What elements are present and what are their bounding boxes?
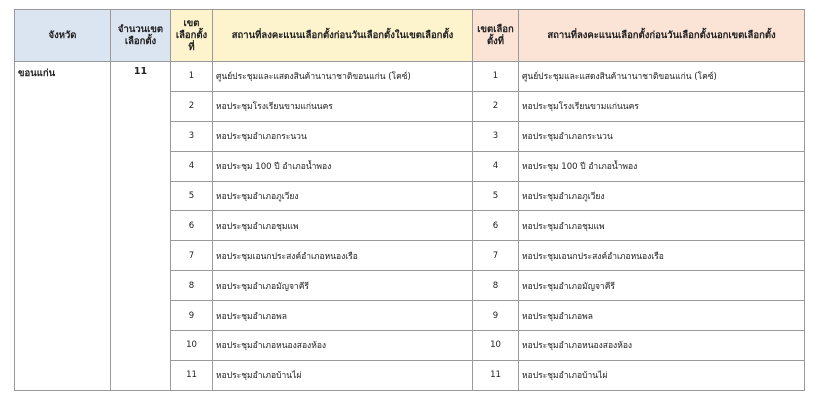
place-outside-cell: หอประชุมอำเภอกระนวน: [519, 121, 805, 151]
place-inside-cell: หอประชุมอำเภอภูเวียง: [213, 181, 473, 211]
polling-places-table: [14, 9, 805, 391]
district-no-outside-cell: 9: [473, 301, 519, 331]
place-outside-cell: หอประชุม 100 ปี อำเภอน้ำพอง: [519, 151, 805, 181]
district-no-outside-cell: 11: [473, 360, 519, 390]
district-no-inside-cell: 1: [171, 62, 213, 92]
district-no-inside-cell: 10: [171, 331, 213, 361]
place-outside-cell: หอประชุมอำเภอพล: [519, 301, 805, 331]
district-no-inside-cell: 7: [171, 241, 213, 271]
district-no-inside-cell: 8: [171, 271, 213, 301]
place-inside-cell: หอประชุม 100 ปี อำเภอน้ำพอง: [213, 151, 473, 181]
district-count-cell: 11: [111, 62, 171, 391]
place-inside-cell: หอประชุมอำเภอพล: [213, 301, 473, 331]
place-inside-cell: หอประชุมอำเภอชุมแพ: [213, 211, 473, 241]
district-no-inside-cell: 6: [171, 211, 213, 241]
province-cell: ขอนแก่น: [15, 62, 111, 391]
place-inside-cell: ศูนย์ประชุมและแสดงสินค้านานาชาติขอนแก่น (โคซ์): [213, 62, 473, 92]
place-inside-cell: หอประชุมอำเภอบ้านไผ่: [213, 360, 473, 390]
header-district-no-inside: เขตเลือกตั้งที่: [171, 10, 213, 62]
district-no-inside-cell: 2: [171, 91, 213, 121]
place-outside-cell: หอประชุมเอนกประสงค์อำเภอหนองเรือ: [519, 241, 805, 271]
place-outside-cell: ศูนย์ประชุมและแสดงสินค้านานาชาติขอนแก่น (โคซ์): [519, 62, 805, 92]
place-outside-cell: หอประชุมอำเภอบ้านไผ่: [519, 360, 805, 390]
district-no-inside-cell: 9: [171, 301, 213, 331]
place-outside-cell: หอประชุมอำเภอชุมแพ: [519, 211, 805, 241]
header-province: จังหวัด: [15, 10, 111, 62]
place-outside-cell: หอประชุมโรงเรียนขามแก่นนคร: [519, 91, 805, 121]
place-inside-cell: หอประชุมอำเภอมัญจาคีรี: [213, 271, 473, 301]
district-no-inside-cell: 11: [171, 360, 213, 390]
place-outside-cell: หอประชุมอำเภอมัญจาคีรี: [519, 271, 805, 301]
header-row: [15, 10, 805, 62]
header-place-inside: สถานที่ลงคะแนนเลือกตั้งก่อนวันเลือกตั้งในเขตเลือกตั้ง: [213, 10, 473, 62]
polling-places-sheet: [14, 9, 805, 391]
district-no-inside-cell: 5: [171, 181, 213, 211]
district-no-outside-cell: 1: [473, 62, 519, 92]
district-no-outside-cell: 8: [473, 271, 519, 301]
district-no-inside-cell: 4: [171, 151, 213, 181]
district-no-outside-cell: 6: [473, 211, 519, 241]
district-no-outside-cell: 5: [473, 181, 519, 211]
place-inside-cell: หอประชุมอำเภอหนองสองห้อง: [213, 331, 473, 361]
district-no-inside-cell: 3: [171, 121, 213, 151]
place-inside-cell: หอประชุมโรงเรียนขามแก่นนคร: [213, 91, 473, 121]
district-no-outside-cell: 10: [473, 331, 519, 361]
district-no-outside-cell: 4: [473, 151, 519, 181]
header-district-no-outside: เขตเลือกตั้งที่: [473, 10, 519, 62]
district-no-outside-cell: 2: [473, 91, 519, 121]
header-place-outside: สถานที่ลงคะแนนเลือกตั้งก่อนวันเลือกตั้งนอกเขตเลือกตั้ง: [519, 10, 805, 62]
place-outside-cell: หอประชุมอำเภอหนองสองห้อง: [519, 331, 805, 361]
district-no-outside-cell: 7: [473, 241, 519, 271]
place-inside-cell: หอประชุมอำเภอกระนวน: [213, 121, 473, 151]
place-outside-cell: หอประชุมอำเภอภูเวียง: [519, 181, 805, 211]
district-no-outside-cell: 3: [473, 121, 519, 151]
place-inside-cell: หอประชุมเอนกประสงค์อำเภอหนองเรือ: [213, 241, 473, 271]
header-district-count: จำนวนเขตเลือกตั้ง: [111, 10, 171, 62]
table-row: [15, 62, 805, 92]
